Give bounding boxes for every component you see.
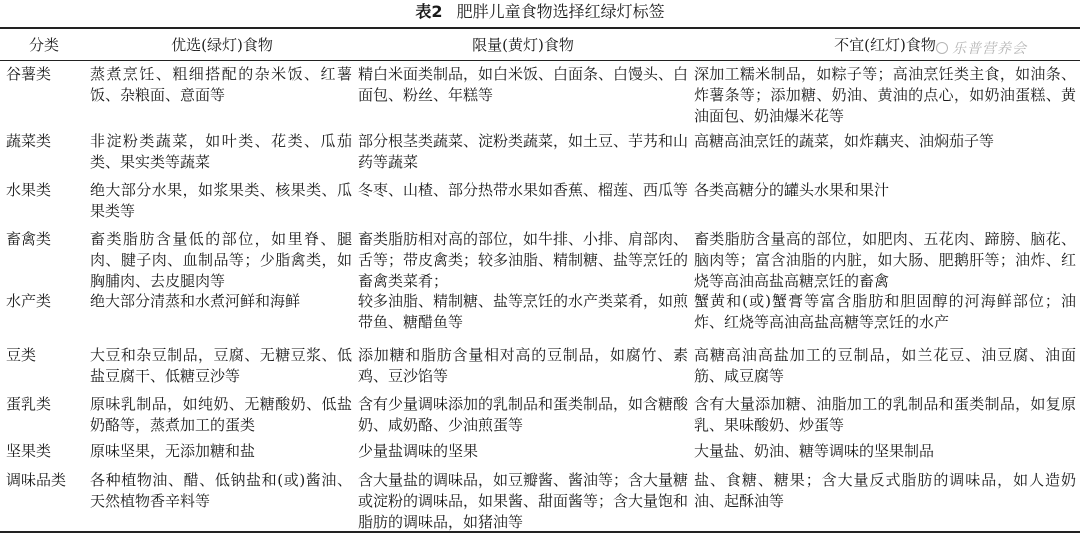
header-yellow: 限量(黄灯)食物 bbox=[472, 36, 574, 54]
row-yellow: 添加糖和脂肪含量相对高的豆制品，如腐竹、素鸡、豆沙馅等 bbox=[358, 346, 688, 385]
row-red: 蟹黄和(或)蟹膏等富含脂肪和胆固醇的河海鲜部位；油炸、红烧等高油高盐高糖等烹饪的水产 bbox=[694, 292, 1076, 331]
row-yellow: 含大量盐的调味品，如豆瓣酱、酱油等；含大量糖或淀粉的调味品，如果酱、甜面酱等；含大量饱和脂肪的调味品，如猪油等 bbox=[358, 471, 689, 531]
row-green: 非淀粉类蔬菜，如叶类、花类、瓜茄类、果实类等蔬菜 bbox=[90, 132, 352, 171]
row-green: 绝大部分清蒸和水煮河鲜和海鲜 bbox=[90, 292, 301, 310]
bottom-rule bbox=[0, 531, 1080, 533]
row-yellow: 部分根茎类蔬菜、淀粉类蔬菜，如土豆、芋艿和山药等蔬菜 bbox=[358, 132, 689, 171]
header-rule bbox=[0, 60, 1080, 61]
row-category: 蔬菜类 bbox=[6, 132, 52, 150]
row-green: 原味乳制品，如纯奶、无糖酸奶、低盐奶酪等，蒸煮加工的蛋类 bbox=[90, 395, 352, 434]
row-category: 水产类 bbox=[6, 292, 52, 310]
row-category: 蛋乳类 bbox=[6, 395, 52, 413]
row-category: 畜禽类 bbox=[6, 230, 52, 248]
watermark bbox=[936, 38, 1027, 58]
header-category: 分类 bbox=[28, 36, 59, 54]
row-yellow: 较多油脂、精制糖、盐等烹饪的水产类菜肴，如煎带鱼、糖醋鱼等 bbox=[358, 292, 689, 331]
header-green: 优选(绿灯)食物 bbox=[171, 36, 273, 54]
row-yellow: 精白米面类制品，如白米饭、白面条、白馒头、白面包、粉丝、年糕等 bbox=[358, 65, 689, 104]
row-green: 各种植物油、醋、低钠盐和(或)酱油、天然植物香辛料等 bbox=[90, 471, 352, 510]
row-red: 畜类脂肪含量高的部位，如肥肉、五花肉、蹄膀、脑花、脑肉等；富含油脂的内脏，如大肠、肥鹅肝等；油炸、红烧等高油高盐高糖烹饪的畜禽 bbox=[694, 230, 1076, 290]
row-yellow: 畜类脂肪相对高的部位，如牛排、小排、肩部肉、舌等；带皮禽类；较多油脂、精制糖、盐等烹饪的畜禽类菜肴； bbox=[358, 230, 689, 290]
row-green: 大豆和杂豆制品，豆腐、无糖豆浆、低盐豆腐干、低糖豆沙等 bbox=[90, 346, 352, 385]
row-category: 坚果类 bbox=[6, 442, 52, 460]
row-red: 深加工糯米制品，如粽子等；高油烹饪类主食，如油条、炸薯条等；添加糖、奶油、黄油的点心，如奶油蛋糕、黄油面包、奶油爆米花等 bbox=[694, 65, 1076, 125]
row-yellow: 冬枣、山楂、部分热带水果如香蕉、榴莲、西瓜等 bbox=[358, 181, 689, 199]
row-category: 谷薯类 bbox=[6, 65, 52, 83]
row-red: 各类高糖分的罐头水果和果汁 bbox=[694, 181, 890, 199]
circle-logo-icon bbox=[936, 42, 948, 54]
table-title: 肥胖儿童食物选择红绿灯标签 bbox=[456, 2, 665, 21]
table-caption bbox=[0, 2, 1080, 22]
row-red: 高糖高油烹饪的蔬菜，如炸藕夹、油焖茄子等 bbox=[694, 132, 995, 150]
row-category: 水果类 bbox=[6, 181, 52, 199]
row-yellow: 含有少量调味添加的乳制品和蛋类制品，如含糖酸奶、咸奶酪、少油煎蛋等 bbox=[358, 395, 689, 434]
top-rule bbox=[0, 27, 1080, 29]
watermark-text: 乐普营养会 bbox=[952, 41, 1027, 57]
row-green: 原味坚果，无添加糖和盐 bbox=[90, 442, 256, 460]
row-category: 调味品类 bbox=[6, 471, 67, 489]
row-red: 高糖高油高盐加工的豆制品，如兰花豆、油豆腐、油面筋、咸豆腐等 bbox=[694, 346, 1076, 385]
row-red: 盐、食糖、糖果；含大量反式脂肪的调味品，如人造奶油、起酥油等 bbox=[694, 471, 1076, 510]
row-category: 豆类 bbox=[6, 346, 37, 364]
row-yellow: 少量盐调味的坚果 bbox=[358, 442, 479, 460]
row-green: 畜类脂肪含量低的部位，如里脊、腿肉、腱子肉、血制品等；少脂禽类，如胸脯肉、去皮腿肉等 bbox=[90, 230, 352, 290]
row-green: 绝大部分水果，如浆果类、核果类、瓜果类等 bbox=[90, 181, 352, 220]
row-red: 大量盐、奶油、糖等调味的坚果制品 bbox=[694, 442, 935, 460]
table-number: 表2 bbox=[415, 2, 443, 21]
header-red: 不宜(红灯)食物 bbox=[834, 36, 936, 54]
row-green: 蒸煮烹饪、粗细搭配的杂米饭、红薯饭、杂粮面、意面等 bbox=[90, 65, 352, 104]
row-red: 含有大量添加糖、油脂加工的乳制品和蛋类制品，如复原乳、果味酸奶、炒蛋等 bbox=[694, 395, 1076, 434]
